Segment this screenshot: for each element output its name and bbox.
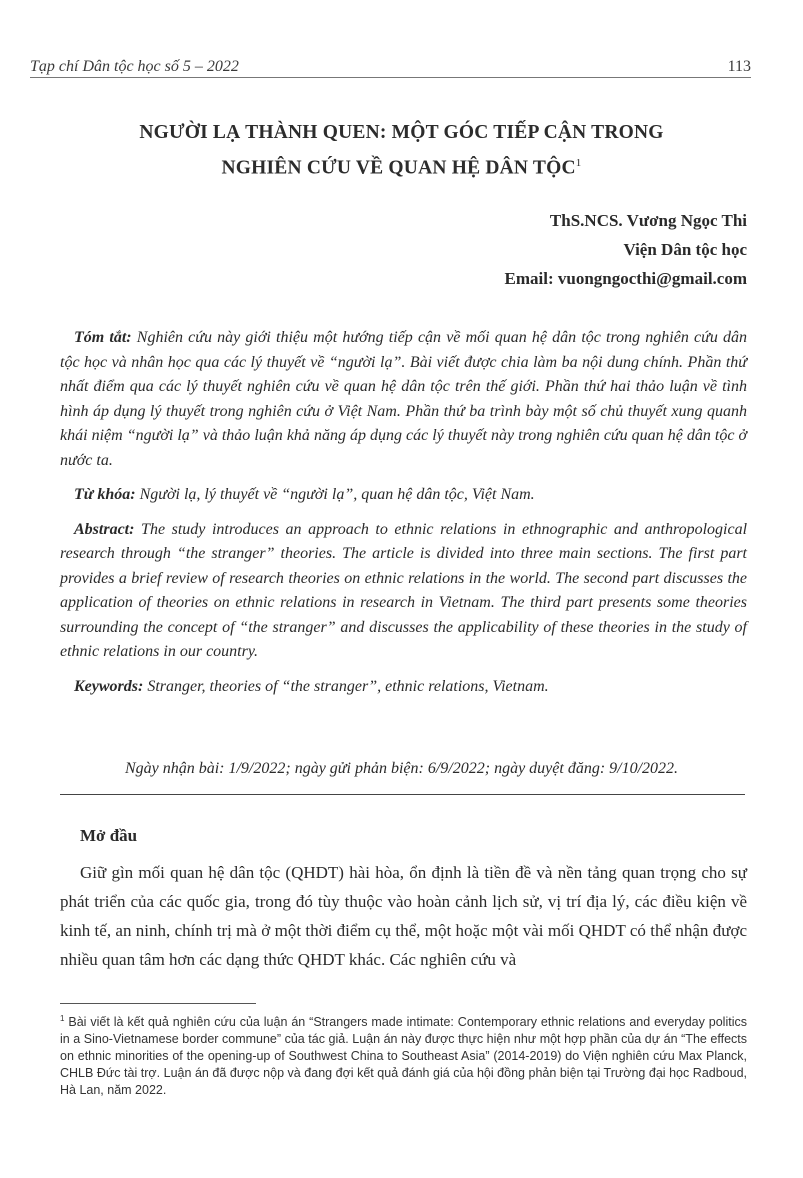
header-rule — [30, 77, 751, 78]
title-line-2 — [60, 148, 743, 184]
keywords-vi-label: Từ khóa: — [74, 486, 136, 503]
title-footnote-mark[interactable]: 1 — [575, 157, 582, 169]
keywords-en-text: Stranger, theories of “the stranger”, ethnic relations, Vietnam. — [147, 677, 549, 695]
footnote-text: Bài viết là kết quả nghiên cứu của luận án “Strangers made intimate: Contemporary ethnic relations and everyday politics in a Sino-Vietnamese border commune” của tác giả. Luận án này được thực hiện như một hợp phần của dự án “The effects on ethnic minorities of the opening-up of Southwest China to Southeast Asia” (2014-2019) do Viện nghiên cứu Max Planck, CHLB Đức tài trợ. Luận án đã được nộp và đang đợi kết quả đánh giá của hội đồng phản biện tại Trường đại học Radboud, Hà Lan, năm 2022. — [60, 1015, 747, 1098]
abstract-vi — [60, 326, 747, 473]
author-name: ThS.NCS. Vương Ngọc Thi — [549, 211, 747, 230]
abstract-vi-text: Nghiên cứu này giới thiệu một hướng tiếp cận về mối quan hệ dân tộc trong nghiên cứu dân tộc học và nhân học qua các lý thuyết về “người lạ”. Bài viết được chia làm ba nội dung chính. Phần thứ nhất điểm qua các lý thuyết nghiên cứu về quan hệ dân tộc trên thế giới. Phần thứ hai thảo luận về tình hình áp dụng lý thuyết trong nghiên cứu ở Việt Nam. Phần thứ ba trình bày một số chủ thuyết xung quanh khái niệm “người lạ” và thảo luận khả năng áp dụng các lý thuyết này trong nghiên cứu quan hệ dân tộc ở nước ta. — [60, 329, 748, 469]
keywords-en-label: Keywords: — [74, 677, 144, 695]
submission-dates: Ngày nhận bài: 1/9/2022; ngày gửi phản biện: 6/9/2022; ngày duyệt đăng: 9/10/2022. — [124, 760, 679, 777]
footnote — [60, 1010, 747, 1099]
article-title — [60, 118, 743, 184]
journal-name: Tạp chí Dân tộc học số 5 – 2022 — [30, 58, 239, 75]
author-affiliation: Viện Dân tộc học — [623, 240, 747, 259]
keywords-vi — [60, 483, 747, 508]
keywords-en — [60, 675, 747, 700]
title-line-1: NGƯỜI LẠ THÀNH QUEN: MỘT GÓC TIẾP CẬN TRONG — [139, 122, 664, 143]
footnote-rule — [60, 1003, 256, 1004]
keywords-vi-text: Người lạ, lý thuyết về “người lạ”, quan hệ dân tộc, Việt Nam. — [139, 486, 535, 503]
author-email[interactable]: Email: vuongngocthi@gmail.com — [504, 269, 747, 288]
section-heading: Mở đầu — [80, 826, 138, 845]
page-number: 113 — [727, 58, 751, 75]
abstract-vi-label: Tóm tắt: — [74, 329, 132, 346]
abstract-en — [60, 518, 747, 665]
author-block — [505, 206, 747, 293]
title-line-2-text: NGHIÊN CỨU VỀ QUAN HỆ DÂN TỘC — [221, 157, 576, 179]
abstract-en-text: The study introduces an approach to ethnic relations in ethnographic and anthropological research through “the stranger” theories. The article is divided into three main sections. The first part provides a brief review of research theories on ethnic relations in the world. The second part discusses the application of theories on ethnic relations in research in Vietnam. The third part presents some theories surrounding the concept of “the stranger” and discusses the applicability of these theories in the study of ethnic relations in our country. — [60, 520, 748, 660]
abstract-en-label: Abstract: — [74, 520, 135, 538]
abstract-block — [60, 326, 747, 709]
body-paragraph: Giữ gìn mối quan hệ dân tộc (QHDT) hài hòa, ổn định là tiền đề và nền tảng quan trọng cho sự phát triển của các quốc gia, trong đó tùy thuộc vào hoàn cảnh lịch sử, vị trí địa lý, các điều kiện về kinh tế, an ninh, chính trị mà ở một thời điểm cụ thể, một hoặc một vài mối QHDT có thể nhận được nhiều quan tâm hơn các dạng thức QHDT khác. Các nghiên cứu và — [60, 863, 747, 969]
footnote-mark: 1 — [60, 1014, 65, 1023]
running-head — [30, 52, 751, 76]
section-separator — [60, 794, 745, 795]
